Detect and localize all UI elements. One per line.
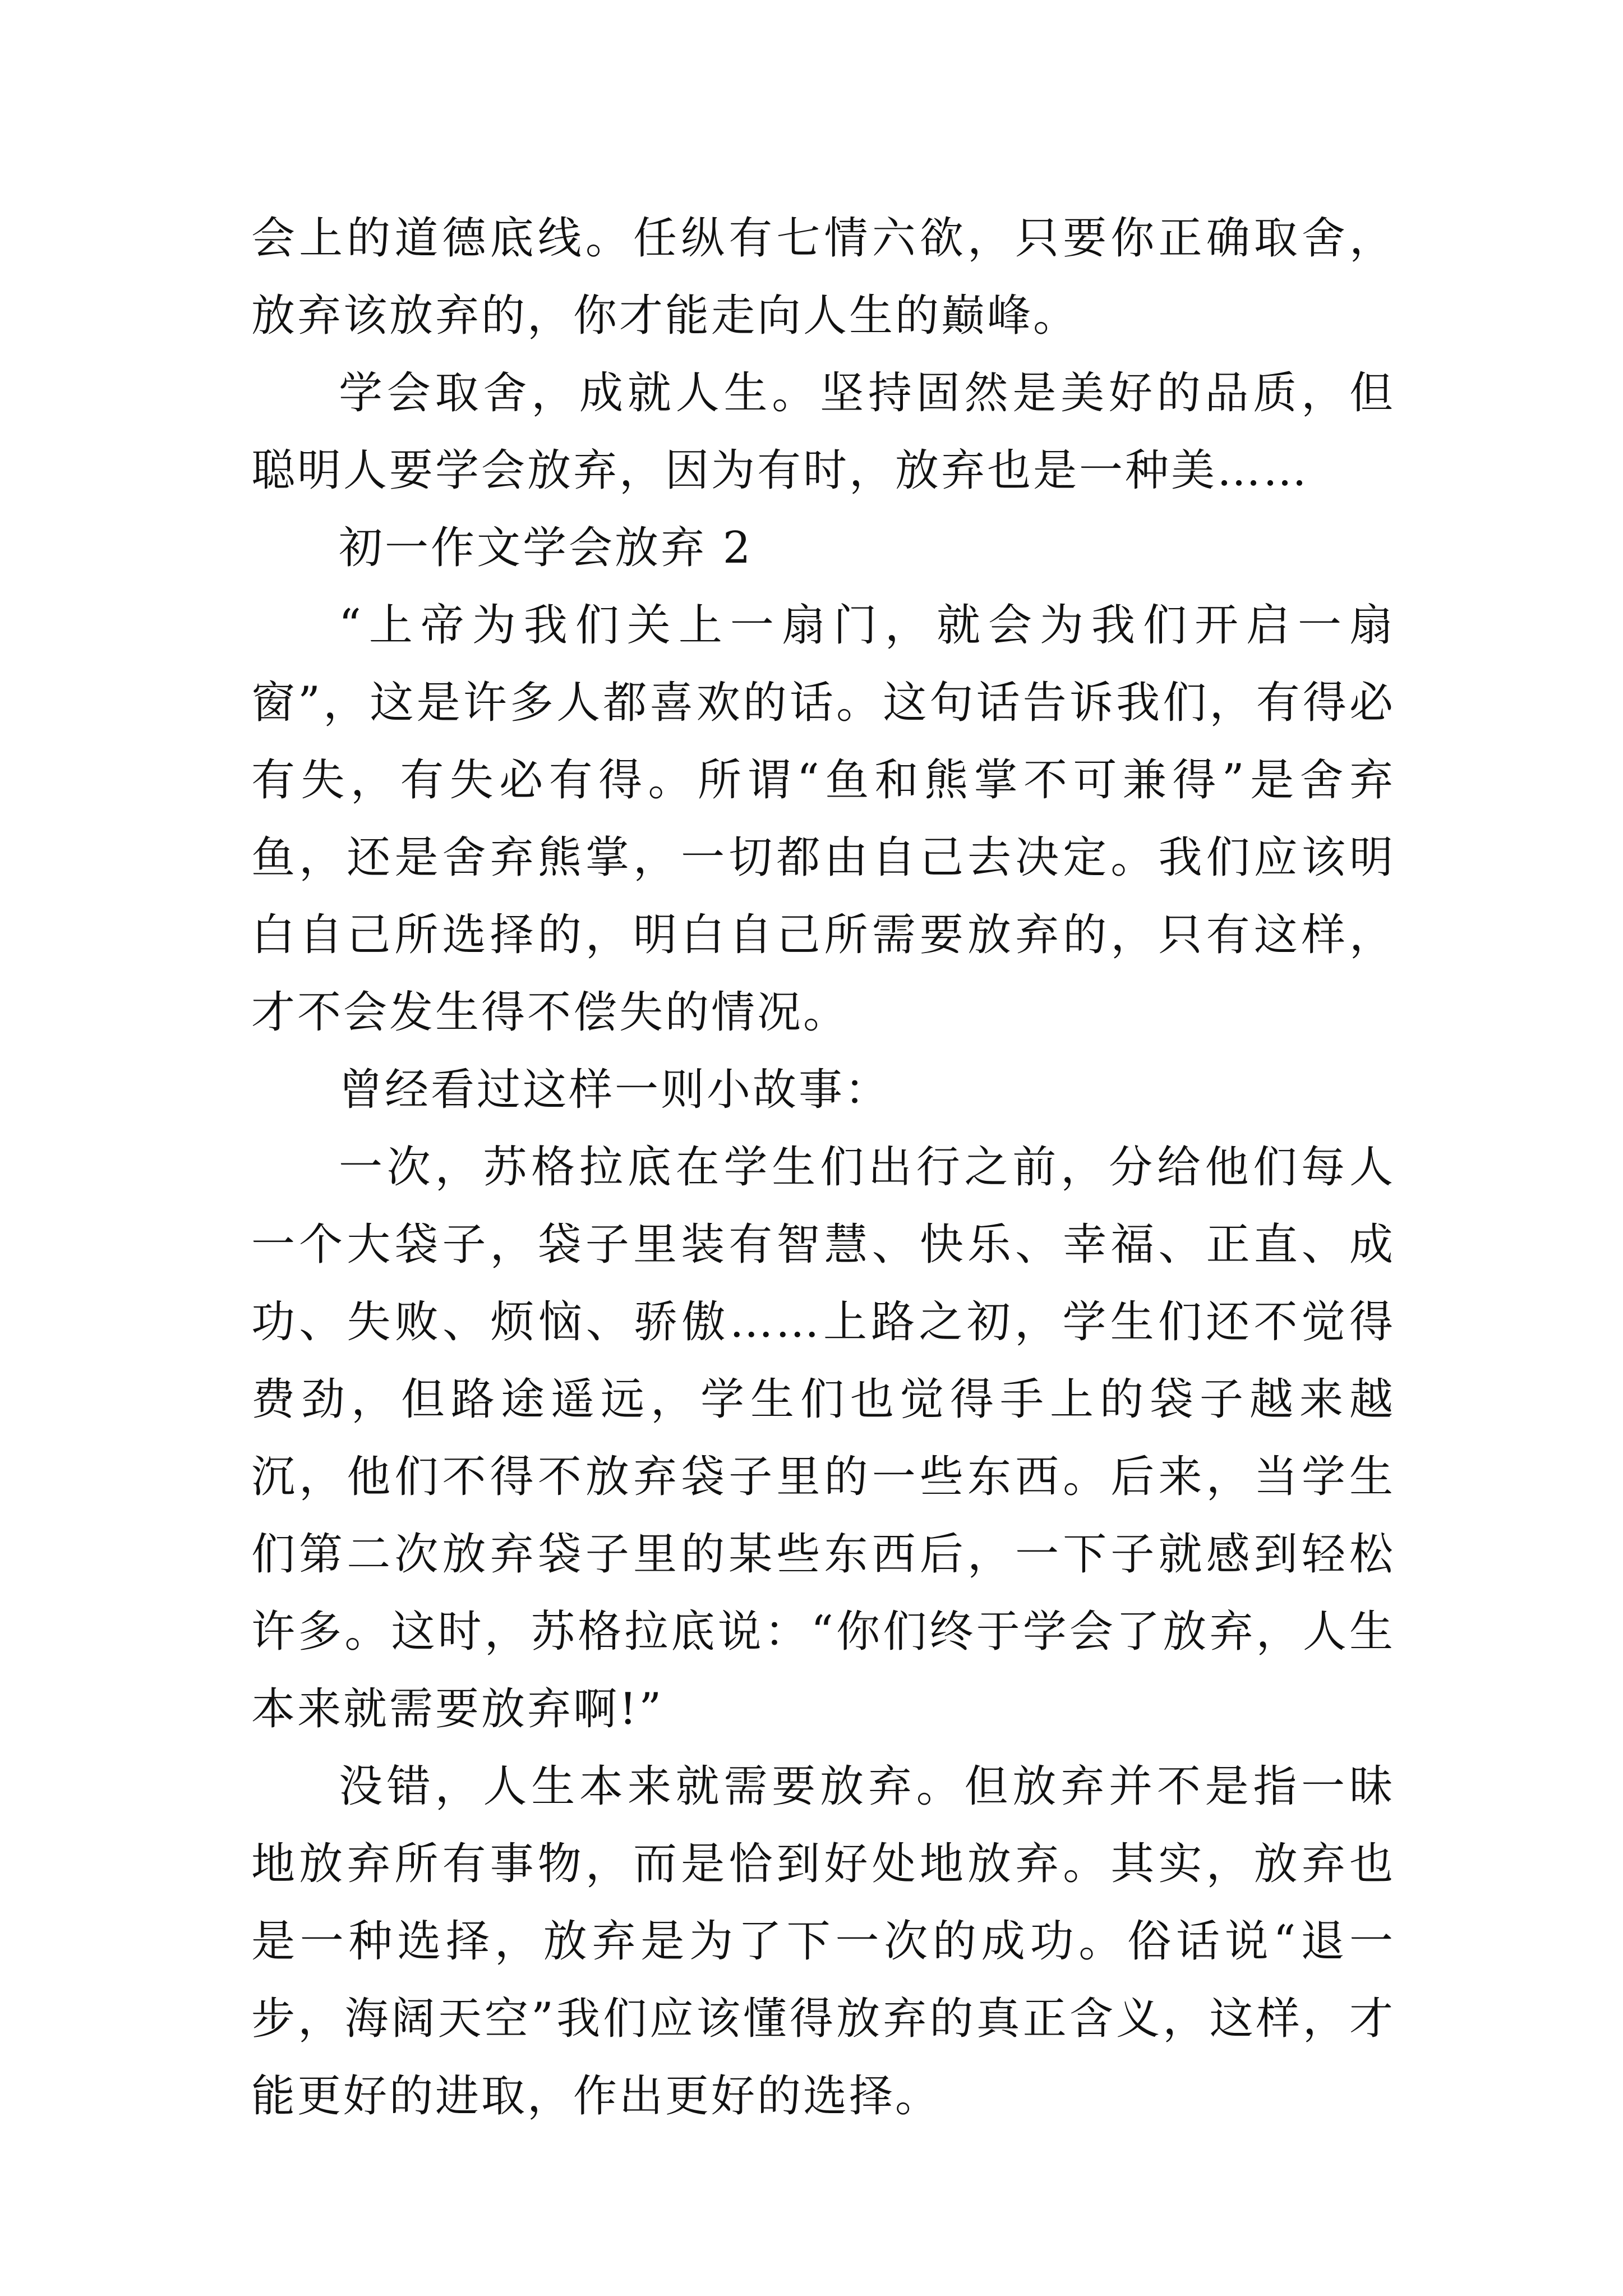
paragraph: 会上的道德底线。任纵有七情六欲，只要你正确取舍，放弃该放弃的，你才能走向人生的巅峰。	[251, 213, 1395, 341]
section-title: 初一作文学会放弃 2	[339, 523, 753, 573]
document-body	[251, 200, 1395, 2135]
paragraph: 没错，人生本来就需要放弃。但放弃并不是指一昧地放弃所有事物，而是恰到好处地放弃。其实，放弃也是一种选择，放弃是为了下一次的成功。俗话说“退一步，海阔天空”我们应该懂得放弃的真正含义，这样，才能更好的进取，作出更好的选择。	[251, 1761, 1395, 2122]
paragraph: 曾经看过这样一则小故事：	[339, 1065, 891, 1115]
paragraph: 一次，苏格拉底在学生们出行之前，分给他们每人一个大袋子，袋子里装有智慧、快乐、幸福、正直、成功、失败、烦恼、骄傲……上路之初，学生们还不觉得费劲，但路途遥远，学生们也觉得手上的袋子越来越沉，他们不得不放弃袋子里的一些东西。后来，当学生们第二次放弃袋子里的某些东西后，一下子就感到轻松许多。这时，苏格拉底说：“你们终于学会了放弃，人生本来就需要放弃啊!”	[251, 1142, 1395, 1734]
paragraph: 学会取舍，成就人生。坚持固然是美好的品质，但聪明人要学会放弃，因为有时，放弃也是一种美……	[251, 368, 1395, 496]
paragraph: “上帝为我们关上一扇门，就会为我们开启一扇窗”，这是许多人都喜欢的话。这句话告诉我们，有得必有失，有失必有得。所谓“鱼和熊掌不可兼得”是舍弃鱼，还是舍弃熊掌，一切都由自己去决定。我们应该明白自己所选择的，明白自己所需要放弃的，只有这样，才不会发生得不偿失的情况。	[251, 600, 1395, 1038]
